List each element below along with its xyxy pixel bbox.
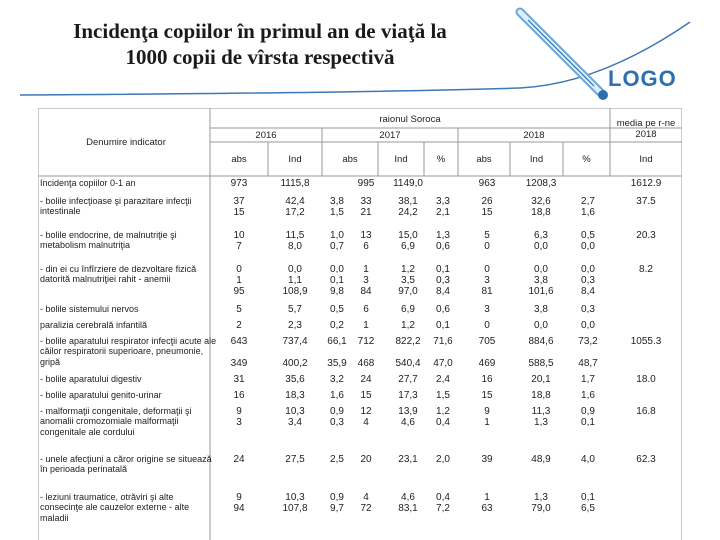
table-cell: 1,6 [581,390,595,401]
table-cell: 1 63 [481,492,493,514]
row-label: - unele afecţiuni a căror origine se situează în perioada perinatală [40,454,212,475]
sub-ind-2016: Ind [288,154,302,165]
table-cell: 16.8 [636,406,656,417]
row-label: - bolile infecţioase şi parazitare infecţii intestinale [40,196,192,217]
table-cell: 1,7 [581,374,595,385]
table-cell: 9 1 [484,406,490,428]
indicator-header: Denumire indicator [86,137,166,148]
table-cell: 1612.9 [630,178,662,189]
table-cell: 5 0 [484,230,490,252]
media-header-line-1: media pe r-ne [616,118,676,129]
table-cell: 0,1 [436,320,450,331]
table-cell: 73,2 48,7 [578,336,598,369]
table-cell: 37.5 [636,196,656,207]
table-cell: 0,5 [330,304,344,315]
table-cell: 0,0 0,3 8,4 [581,264,595,297]
table-cell: 3,8 [534,304,548,315]
table-cell: 737,4 400,2 [282,336,308,369]
table-cell: 11,5 8,0 [285,230,305,252]
table-cell: 4 72 [360,492,372,514]
table-cell: 6 [363,304,369,315]
sub-abs-2016: abs [231,154,247,165]
table-cell: 1,2 [401,320,415,331]
sub-ind-media: Ind [639,154,653,165]
table-cell: 0,0 3,8 101,6 [528,264,554,297]
table-cell: 10,3 3,4 [285,406,305,428]
table-cell: 5,7 [288,304,302,315]
table-cell: 5 [236,304,242,315]
table-cell: 18.0 [636,374,656,385]
table-cell: 10,3 107,8 [282,492,308,514]
table-cell: 0,5 0,0 [581,230,595,252]
table-cell: 32,6 18,8 [531,196,551,218]
slide-title [20,18,500,70]
slide-title-line-2: 1000 copii de vîrsta respectivă [125,45,395,69]
table-cell: 1115,8 [280,178,310,189]
table-cell: 3,2 [330,374,344,385]
table-cell: 13 6 [360,230,372,252]
row-label: - malformaţii congenitale, deformaţii şi anomalii cromozomiale malformaţii congenitale ale cordului [40,406,192,437]
table-cell: 31 [233,374,245,385]
table-cell: 20,1 [531,374,551,385]
table-cell: 1 [363,320,369,331]
row-label: - bolile aparatului digestiv [40,374,142,384]
table-cell: 4,0 [581,454,595,465]
table-cell: 3 [484,304,490,315]
table-cell: 822,2 540,4 [395,336,421,369]
table-cell: 0,1 0,3 8,4 [436,264,450,297]
table-cell: 1,3 79,0 [531,492,551,514]
table-cell: 20.3 [636,230,656,241]
table-cell: 6,3 0,0 [534,230,548,252]
slide-title-line-1: Incidenţa copiilor în primul an de viaţă la [73,19,447,43]
table-cell: 0,0 [581,320,595,331]
table-cell: 712 468 [357,336,375,369]
media-header-line-2: 2018 [635,129,657,140]
table-cell: 42,4 17,2 [285,196,305,218]
table-cell: 4,6 83,1 [398,492,418,514]
row-label: - leziuni traumatice, otrăviri şi alte consecinţe ale cauzelor externe - alte maladii [40,492,190,523]
table-cell: 18,3 [285,390,305,401]
table-cell: 995 [357,178,375,189]
row-label: - din ei cu înfîrziere de dezvoltare fizică datorită malnutriţiei rahit - anemii [40,264,197,285]
table-cell: 2,3 [288,320,302,331]
table-cell: 8.2 [639,264,653,275]
table-cell: 0 [484,320,490,331]
sub-abs-2018: abs [476,154,492,165]
table-cell: 2,4 [436,374,450,385]
row-label: - bolile sistemului nervos [40,304,139,314]
incidence-table [38,108,682,540]
table-cell: 0,1 6,5 [581,492,595,514]
year-2016-header: 2016 [255,130,277,141]
sub-ind-2017: Ind [394,154,408,165]
sub-abs-2017: abs [342,154,358,165]
table-cell: 38,1 24,2 [398,196,418,218]
table-cell: 18,8 [531,390,551,401]
table-cell: 24 [360,374,372,385]
year-2018-header: 2018 [523,130,545,141]
table-cell: 2,7 1,6 [581,196,595,218]
table-cell: 16 [233,390,245,401]
table-cell: 24 [233,454,245,465]
table-cell: 0,0 [534,320,548,331]
table-cell: 0,9 0,3 [330,406,344,428]
table-cell: 1,0 0,7 [330,230,344,252]
table-cell: 643 349 [230,336,248,369]
table-cell: 1,5 [436,390,450,401]
table-cell: 2,0 [436,454,450,465]
table-cell: 3,3 2,1 [436,196,450,218]
table-cell: 0,4 7,2 [436,492,450,514]
table-cell: 1 3 84 [360,264,372,297]
table-cell: 0,0 1,1 108,9 [282,264,308,297]
table-cell: 17,3 [398,390,418,401]
table-cell: 0,2 [330,320,344,331]
table-cell: 39 [481,454,493,465]
table-cell: 1208,3 [525,178,557,189]
table-cell: 9 3 [236,406,242,428]
table-cell: 0 3 81 [481,264,493,297]
table-cell: 963 [478,178,496,189]
sub-pct-2018: % [582,154,591,165]
table-cell: 0,0 0,1 9,8 [330,264,344,297]
table-cell: 66,1 35,9 [327,336,347,369]
table-cell: 1,3 0,6 [436,230,450,252]
region-header: raionul Soroca [379,114,441,125]
table-cell: 3,8 1,5 [330,196,344,218]
table-cell: 27,7 [398,374,418,385]
table-cell: 27,5 [285,454,305,465]
row-label: Incidenţa copiilor 0-1 an [40,178,136,188]
table-cell: 15,0 6,9 [398,230,418,252]
table-cell: 2,5 [330,454,344,465]
row-label: - bolile endocrine, de malnutriţie şi metabolism malnutriţia [40,230,177,251]
table-cell: 15 [481,390,493,401]
table-cell: 705 469 [478,336,496,369]
table-cell: 11,3 1,3 [531,406,551,428]
table-cell: 0 1 95 [233,264,245,297]
table-cell: 2 [236,320,242,331]
table-cell: 16 [481,374,493,385]
table-cell: 48,9 [531,454,551,465]
year-2017-header: 2017 [379,130,401,141]
table-cell: 20 [360,454,372,465]
table-cell: 0,3 [581,304,595,315]
row-label: paralizia cerebrală infantilă [40,320,148,330]
table-cell: 37 15 [233,196,245,218]
table-cell: 0,9 0,1 [581,406,595,428]
table-cell: 1,2 3,5 97,0 [398,264,418,297]
table-cell: 0,9 9,7 [330,492,344,514]
media-header [610,118,682,140]
table-cell: 1149,0 [393,178,423,189]
table-cell: 9 94 [233,492,245,514]
table-cell: 35,6 [285,374,305,385]
table-cell: 13,9 4,6 [398,406,418,428]
table-cell: 15 [360,390,372,401]
table-cell: 71,6 47,0 [433,336,453,369]
table-cell: 0,6 [436,304,450,315]
table-cell: 62.3 [636,454,656,465]
table-cell: 10 7 [233,230,245,252]
sub-pct-2017: % [436,154,446,165]
table-cell: 12 4 [360,406,372,428]
row-label: - bolile aparatului genito-urinar [40,390,162,400]
table-cell: 23,1 [398,454,418,465]
row-label: - bolile aparatului respirator infecţii acute ale căilor respiratorii superioare, pneumonie, gripă [40,336,217,367]
table-cell: 973 [230,178,248,189]
sub-ind-2018: Ind [529,154,544,165]
table-cell: 1,6 [330,390,344,401]
table-cell: 884,6 588,5 [528,336,554,369]
table-cell: 33 21 [360,196,372,218]
table-cell: 26 15 [481,196,493,218]
logo: LOGO [608,66,677,91]
table-cell: 6,9 [401,304,415,315]
table-cell: 1055.3 [630,336,662,347]
table-cell: 1,2 0,4 [436,406,450,428]
